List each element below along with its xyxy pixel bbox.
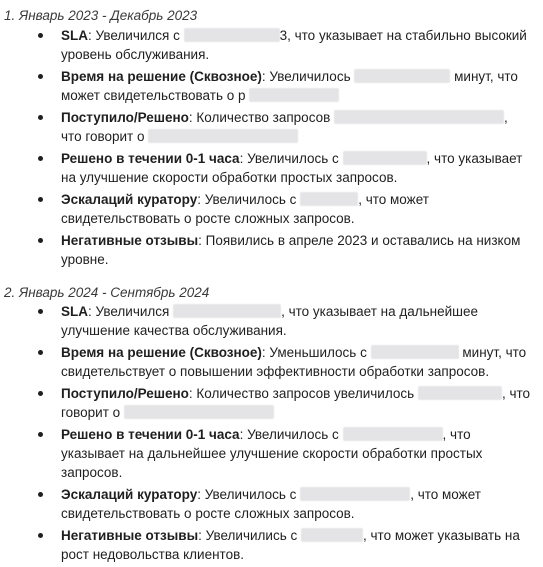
list-item (0, 425, 531, 482)
item-label: Время на решение (Сквозное) (61, 345, 262, 360)
item-label: Поступило/Решено (61, 386, 189, 401)
bullet-dot (38, 309, 43, 314)
bullet-dot (38, 350, 43, 355)
item-label: SLA (61, 28, 88, 43)
item-label: Эскалаций куратору (61, 192, 198, 207)
item-text: : Увеличилось с (197, 192, 297, 207)
bullet-dot (38, 238, 43, 243)
item-text: минут, что может свидетельствовать о р (61, 69, 518, 103)
item-text: , что может свидетельствовать о росте сложных запросов. (61, 192, 429, 226)
list-item (0, 67, 531, 105)
item-label: Время на решение (Сквозное) (61, 69, 262, 84)
bullet-dot (38, 33, 43, 38)
list-item (0, 343, 531, 381)
redacted-value (173, 304, 281, 318)
item-text: : Увеличилось с (239, 151, 339, 166)
section-heading: 2. Январь 2024 - Сентябрь 2024 (4, 285, 210, 300)
redacted-value (301, 528, 363, 542)
item-label: Решено в течении 0-1 часа (61, 151, 240, 166)
item-label: Решено в течении 0-1 часа (61, 427, 240, 442)
redacted-value (184, 28, 280, 42)
item-text: 3, что указывает на стабильно высокий уровень обслуживания. (61, 28, 527, 62)
bullet-dot (38, 115, 43, 120)
list-item (0, 190, 531, 228)
redacted-value (343, 427, 443, 441)
item-text: : Количество запросов увеличилось (188, 386, 415, 401)
item-label: SLA (61, 304, 88, 319)
redacted-value (418, 386, 502, 400)
item-text: , что говорит о (61, 110, 508, 144)
bullet-dot (38, 74, 43, 79)
item-label: Поступило/Решено (61, 110, 189, 125)
bullet-list (0, 26, 531, 272)
redacted-value (124, 405, 274, 419)
section-heading: 1. Январь 2023 - Декабрь 2023 (4, 8, 198, 23)
item-label: Негативные отзывы (61, 233, 199, 248)
item-text: : Увеличилось (261, 69, 351, 84)
bullet-dot (38, 197, 43, 202)
redacted-value (343, 151, 427, 165)
list-item (0, 384, 531, 422)
redacted-value (334, 110, 504, 124)
bullet-dot (38, 492, 43, 497)
bullet-dot (38, 156, 43, 161)
redacted-value (300, 487, 410, 501)
item-text: , что может свидетельствовать о росте сложных запросов. (61, 487, 481, 521)
redacted-value (371, 345, 459, 359)
bullet-dot (38, 391, 43, 396)
list-item (0, 149, 531, 187)
item-text: : Появились в апреле 2023 и оставались на низком уровне. (61, 233, 521, 267)
item-text: , что указывает на дальнейшее улучшение качества обслуживания. (61, 304, 479, 338)
item-text: : Увеличилось с (197, 487, 297, 502)
item-text: : Количество запросов (188, 110, 331, 125)
item-text: : Увеличился с (88, 28, 180, 43)
redacted-value (249, 88, 339, 102)
bullet-list (0, 302, 531, 567)
item-text: , что указывает на улучшение скорости обработки простых запросов. (61, 151, 523, 185)
item-text: , что говорит о (61, 386, 531, 420)
redacted-value (300, 192, 358, 206)
list-item (0, 108, 531, 146)
item-text: минут, что свидетельствует о повышении эффективности обработки запросов. (61, 345, 527, 379)
item-text: : Увеличились с (198, 528, 298, 543)
redacted-value (148, 129, 298, 143)
list-item (0, 302, 531, 340)
item-text: , что может указывать на рост недовольства клиентов. (61, 528, 520, 562)
item-text: : Увеличилось с (239, 427, 339, 442)
bullet-dot (38, 432, 43, 437)
item-text: : Увеличился (88, 304, 170, 319)
item-label: Эскалаций куратору (61, 487, 198, 502)
list-item (0, 26, 531, 64)
item-text: : Уменьшилось с (261, 345, 367, 360)
redacted-value (354, 69, 450, 83)
list-item (0, 231, 531, 269)
list-item (0, 485, 531, 523)
item-text: , что указывает на дальнейшее улучшение скорости обработки простых запросов. (61, 427, 483, 480)
list-item (0, 526, 531, 564)
bullet-dot (38, 533, 43, 538)
item-label: Негативные отзывы (61, 528, 199, 543)
